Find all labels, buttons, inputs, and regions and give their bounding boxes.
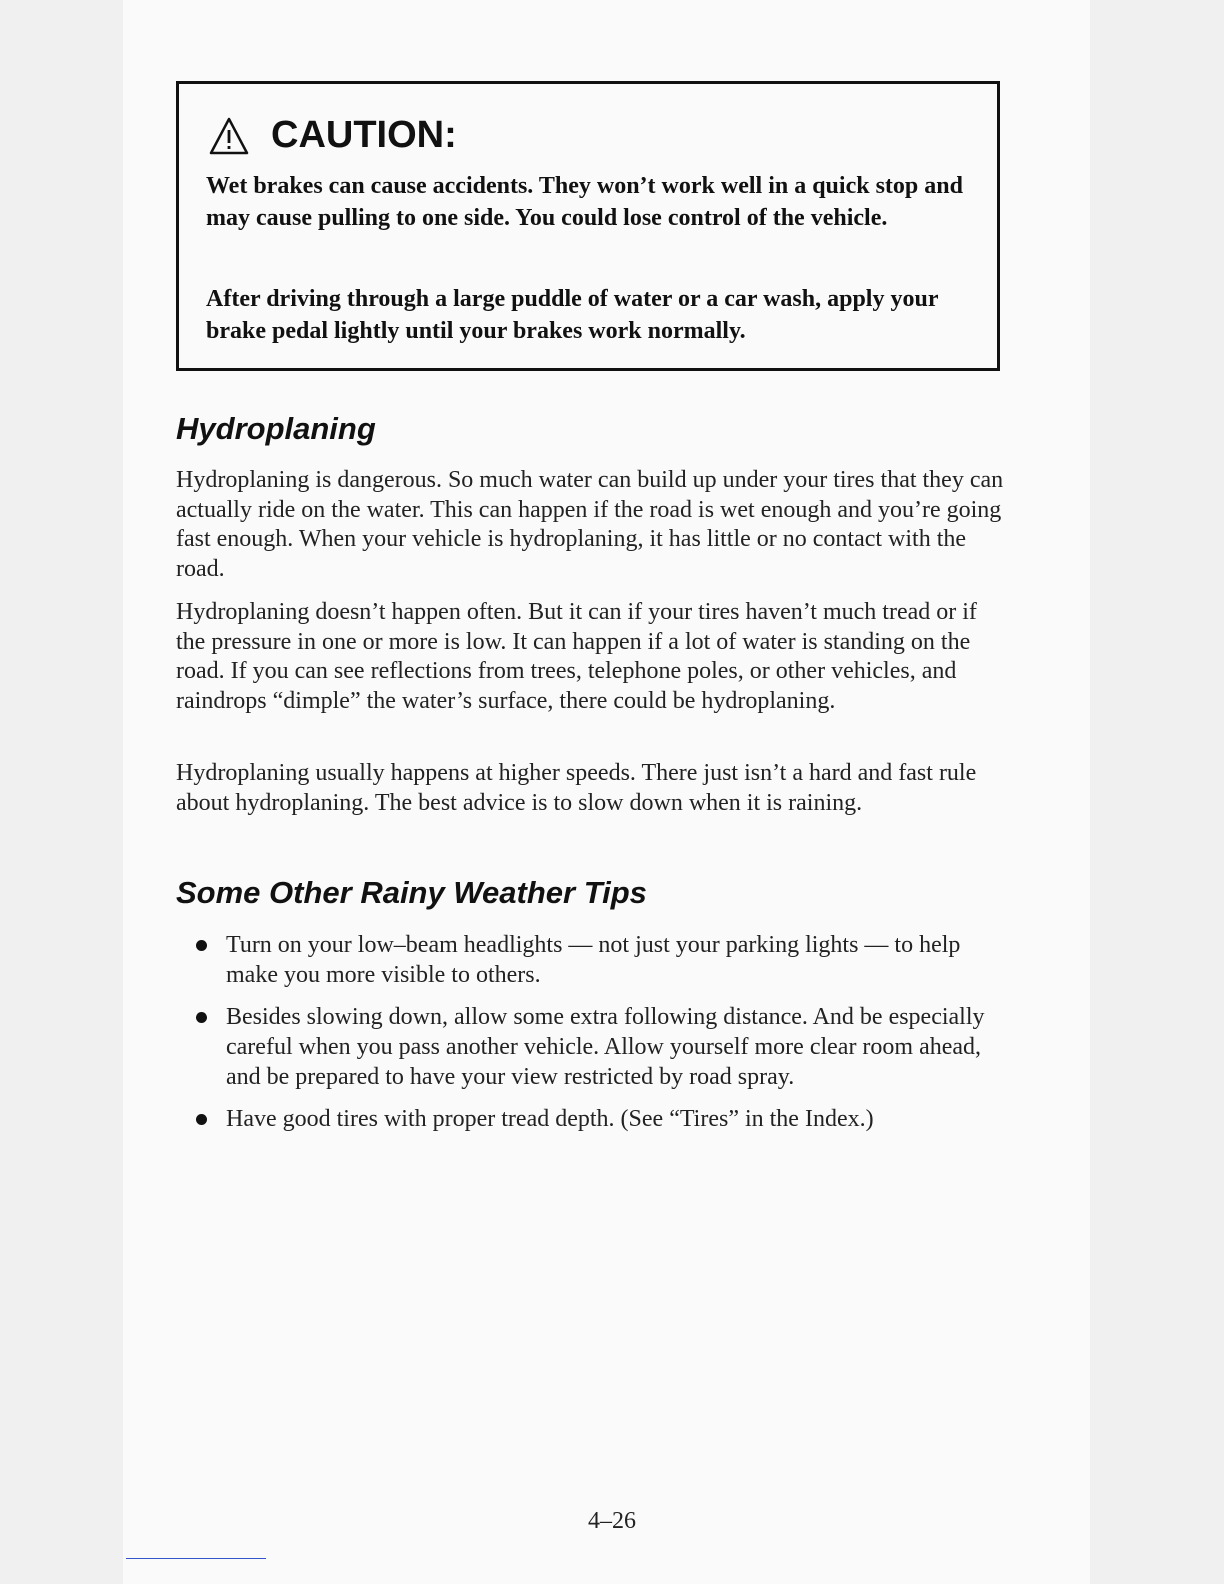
bullet-icon [196, 1012, 207, 1023]
list-item-text: Turn on your low–beam headlights — not just your parking lights — to help make you more visible to others. [226, 932, 961, 988]
list-item [196, 930, 1008, 990]
hydroplaning-paragraph-3: Hydroplaning usually happens at higher speeds. There just isn’t a hard and fast rule about hydroplaning. The best advice is to slow down when it is raining. [176, 760, 977, 816]
list-item-text: Besides slowing down, allow some extra following distance. And be especially careful when you pass another vehicle. Allow yourself more clear room ahead, and be prepared to have your view restricted by road spray. [226, 1004, 985, 1090]
hydroplaning-paragraph-1: Hydroplaning is dangerous. So much water can build up under your tires that they can actually ride on the water. This can happen if the road is wet enough and you’re going fast enough. When your vehicle is hydroplaning, it has little or no contact with the road. [176, 467, 1004, 582]
caution-header [209, 114, 457, 157]
rainy-tips-list [196, 930, 1008, 1146]
caution-paragraph-1: Wet brakes can cause accidents. They won’t work well in a quick stop and may cause pulling to one side. You could lose control of the vehicle. [206, 173, 963, 231]
hydroplaning-paragraph-2: Hydroplaning doesn’t happen often. But it can if your tires haven’t much tread or if the pressure in one or more is low. It can happen if a lot of water is standing on the road. If you can see reflections from trees, telephone poles, or other vehicles, and raindrops “dimple” the water’s surface, there could be hydroplaning. [176, 599, 977, 714]
list-item [196, 1002, 1008, 1092]
hydroplaning-heading: Hydroplaning [176, 411, 376, 446]
list-item-text: Have good tires with proper tread depth. (See “Tires” in the Index.) [226, 1106, 874, 1132]
page-number: 4–26 [588, 1508, 636, 1534]
bullet-icon [196, 940, 207, 951]
caution-paragraph-2: After driving through a large puddle of water or a car wash, apply your brake pedal lightly until your brakes work normally. [206, 286, 939, 344]
footer-divider [126, 1558, 266, 1559]
list-item [196, 1104, 1008, 1134]
bullet-icon [196, 1114, 207, 1125]
rainy-tips-heading: Some Other Rainy Weather Tips [176, 875, 647, 910]
warning-triangle-icon [209, 117, 249, 155]
caution-box [176, 81, 1000, 371]
caution-title: CAUTION: [271, 114, 457, 156]
